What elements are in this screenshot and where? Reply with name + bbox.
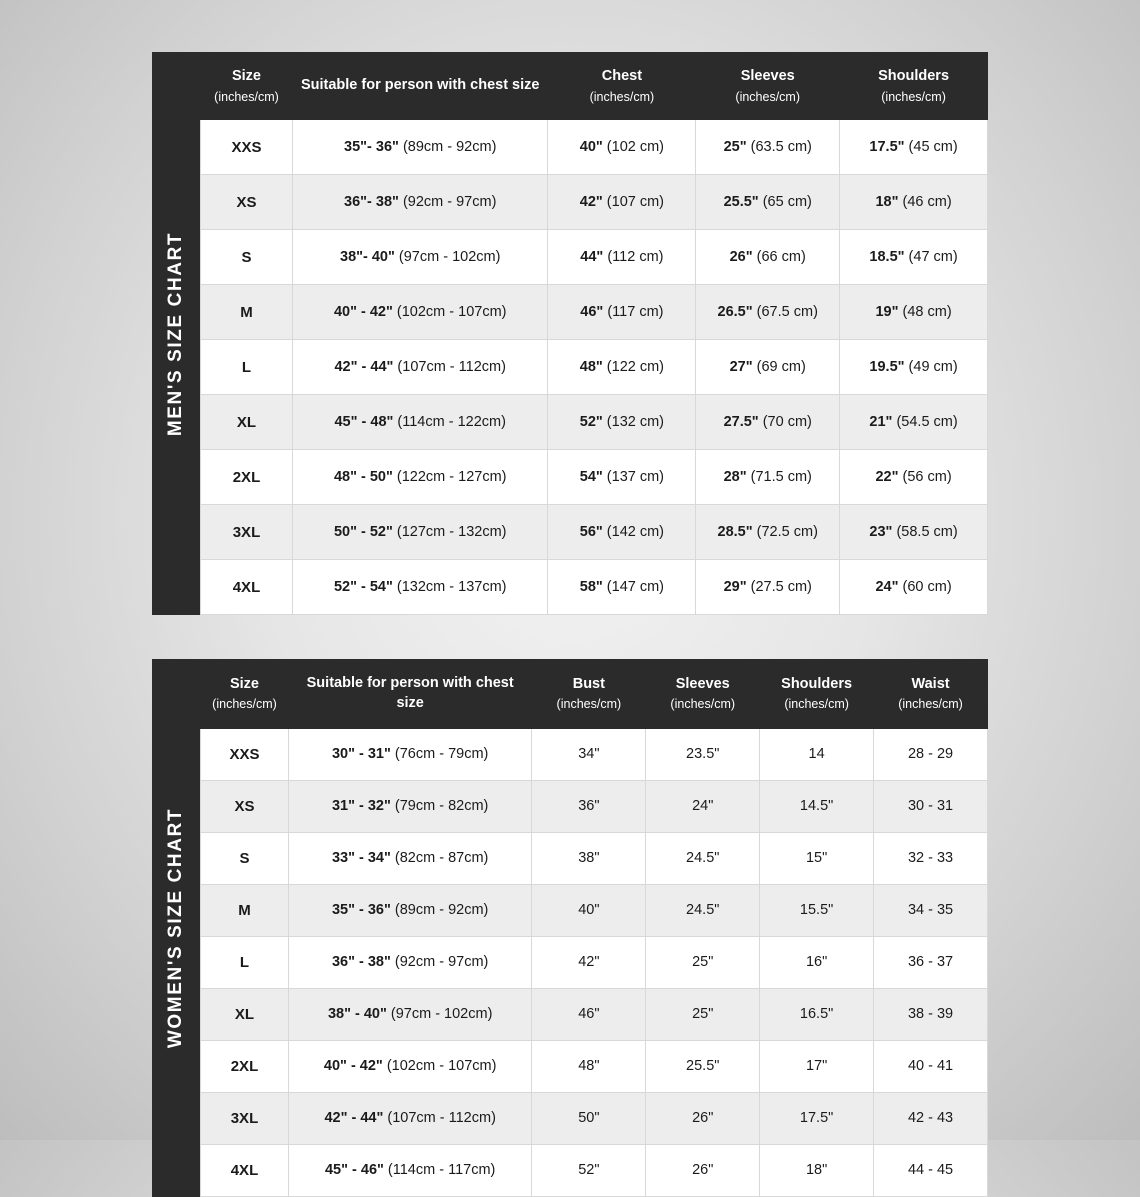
- row-sleeves: 27.5" (70 cm): [696, 395, 840, 450]
- row-sleeves: 25": [646, 988, 760, 1040]
- row-bust: 46": [532, 988, 646, 1040]
- table-row: [201, 175, 988, 230]
- row-sleeves: 26": [646, 1144, 760, 1196]
- row-bust: 36": [532, 780, 646, 832]
- row-shoulders: 17.5": [760, 1092, 874, 1144]
- row-size: 4XL: [201, 560, 293, 615]
- row-suitable: 35" - 36" (89cm - 92cm): [288, 884, 531, 936]
- row-suitable: 35"- 36" (89cm - 92cm): [292, 120, 548, 175]
- row-shoulders: 23" (58.5 cm): [840, 505, 988, 560]
- row-suitable: 33" - 34" (82cm - 87cm): [288, 832, 531, 884]
- womens-col-suitable-label: Suitable for person with chest size: [306, 675, 514, 711]
- row-size: L: [201, 936, 289, 988]
- womens-col-size-unit: (inches/cm): [212, 697, 277, 712]
- womens-col-shoulders-unit: (inches/cm): [784, 697, 849, 712]
- mens-table-head: [201, 53, 988, 120]
- row-size: XL: [201, 988, 289, 1040]
- womens-col-sleeves: [646, 660, 760, 728]
- row-sleeves: 25": [646, 936, 760, 988]
- row-size: 3XL: [201, 1092, 289, 1144]
- row-waist: 36 - 37: [874, 936, 988, 988]
- row-suitable: 36" - 38" (92cm - 97cm): [288, 936, 531, 988]
- row-size: XS: [201, 780, 289, 832]
- row-sleeves: 27" (69 cm): [696, 340, 840, 395]
- womens-size-chart-block: [152, 659, 988, 1196]
- table-row: [201, 340, 988, 395]
- row-chest: 56" (142 cm): [548, 505, 696, 560]
- row-sleeves: 23.5": [646, 728, 760, 780]
- mens-col-suitable: [292, 53, 548, 120]
- row-shoulders: 14.5": [760, 780, 874, 832]
- womens-col-waist: [874, 660, 988, 728]
- row-suitable: 38"- 40" (97cm - 102cm): [292, 230, 548, 285]
- womens-col-shoulders-label: Shoulders: [781, 675, 853, 692]
- mens-col-size: [201, 53, 293, 120]
- row-suitable: 45" - 46" (114cm - 117cm): [288, 1144, 531, 1196]
- row-waist: 44 - 45: [874, 1144, 988, 1196]
- row-waist: 42 - 43: [874, 1092, 988, 1144]
- row-size: XXS: [201, 120, 293, 175]
- row-chest: 58" (147 cm): [548, 560, 696, 615]
- row-waist: 30 - 31: [874, 780, 988, 832]
- row-size: XXS: [201, 728, 289, 780]
- row-chest: 46" (117 cm): [548, 285, 696, 340]
- womens-col-shoulders: [760, 660, 874, 728]
- womens-table-head: [201, 660, 988, 728]
- row-shoulders: 18": [760, 1144, 874, 1196]
- row-sleeves: 26.5" (67.5 cm): [696, 285, 840, 340]
- row-shoulders: 19.5" (49 cm): [840, 340, 988, 395]
- row-shoulders: 16": [760, 936, 874, 988]
- row-size: S: [201, 230, 293, 285]
- womens-table-body: [201, 728, 988, 1196]
- row-suitable: 42" - 44" (107cm - 112cm): [288, 1092, 531, 1144]
- table-row: [201, 728, 988, 780]
- row-sleeves: 25.5": [646, 1040, 760, 1092]
- row-bust: 52": [532, 1144, 646, 1196]
- table-row: [201, 285, 988, 340]
- mens-col-size-label: Size: [231, 68, 261, 84]
- mens-chart-title: MEN'S SIZE CHART: [165, 231, 186, 436]
- row-shoulders: 14: [760, 728, 874, 780]
- row-shoulders: 24" (60 cm): [840, 560, 988, 615]
- table-row: [201, 1092, 988, 1144]
- row-sleeves: 26" (66 cm): [696, 230, 840, 285]
- row-waist: 32 - 33: [874, 832, 988, 884]
- womens-col-bust-unit: (inches/cm): [556, 697, 622, 712]
- row-chest: 48" (122 cm): [548, 340, 696, 395]
- row-shoulders: 19" (48 cm): [840, 285, 988, 340]
- table-row: [201, 832, 988, 884]
- table-row: [201, 395, 988, 450]
- row-shoulders: 22" (56 cm): [840, 450, 988, 505]
- womens-chart-title: WOMEN'S SIZE CHART: [165, 807, 186, 1049]
- row-shoulders: 17": [760, 1040, 874, 1092]
- table-row: [201, 450, 988, 505]
- row-size: 3XL: [201, 505, 293, 560]
- mens-col-shoulders-unit: (inches/cm): [881, 89, 946, 104]
- womens-col-sleeves-label: Sleeves: [675, 675, 730, 692]
- row-waist: 40 - 41: [874, 1040, 988, 1092]
- row-sleeves: 24.5": [646, 884, 760, 936]
- row-chest: 54" (137 cm): [548, 450, 696, 505]
- row-shoulders: 15.5": [760, 884, 874, 936]
- row-chest: 40" (102 cm): [548, 120, 696, 175]
- row-suitable: 45" - 48" (114cm - 122cm): [292, 395, 548, 450]
- row-suitable: 31" - 32" (79cm - 82cm): [288, 780, 531, 832]
- row-bust: 48": [532, 1040, 646, 1092]
- row-size: 4XL: [201, 1144, 289, 1196]
- row-shoulders: 16.5": [760, 988, 874, 1040]
- womens-chart-side-label: [152, 659, 200, 1196]
- row-sleeves: 25.5" (65 cm): [696, 175, 840, 230]
- row-size: XL: [201, 395, 293, 450]
- womens-col-size: [201, 660, 289, 728]
- mens-col-shoulders-label: Shoulders: [878, 68, 950, 84]
- row-sleeves: 25" (63.5 cm): [696, 120, 840, 175]
- mens-col-chest-label: Chest: [601, 68, 643, 84]
- row-suitable: 36"- 38" (92cm - 97cm): [292, 175, 548, 230]
- table-row: [201, 560, 988, 615]
- row-sleeves: 29" (27.5 cm): [696, 560, 840, 615]
- mens-col-chest: [548, 53, 696, 120]
- row-suitable: 40" - 42" (102cm - 107cm): [288, 1040, 531, 1092]
- row-waist: 38 - 39: [874, 988, 988, 1040]
- table-row: [201, 230, 988, 285]
- mens-col-suitable-label: Suitable for person with chest size: [300, 77, 540, 94]
- womens-col-suitable: [288, 660, 531, 728]
- row-size: 2XL: [201, 450, 293, 505]
- row-chest: 52" (132 cm): [548, 395, 696, 450]
- mens-chart-side-label: [152, 52, 200, 615]
- table-row: [201, 1040, 988, 1092]
- row-sleeves: 24": [646, 780, 760, 832]
- table-row: [201, 120, 988, 175]
- mens-size-table: [200, 52, 988, 615]
- row-suitable: 40" - 42" (102cm - 107cm): [292, 285, 548, 340]
- row-size: M: [201, 285, 293, 340]
- table-row: [201, 780, 988, 832]
- row-sleeves: 26": [646, 1092, 760, 1144]
- womens-col-sleeves-unit: (inches/cm): [670, 697, 736, 712]
- mens-col-chest-unit: (inches/cm): [589, 89, 655, 104]
- table-row: [201, 936, 988, 988]
- row-bust: 50": [532, 1092, 646, 1144]
- table-row: [201, 1144, 988, 1196]
- mens-col-sleeves-unit: (inches/cm): [735, 89, 800, 104]
- row-shoulders: 18.5" (47 cm): [840, 230, 988, 285]
- row-size: M: [201, 884, 289, 936]
- womens-col-bust: [532, 660, 646, 728]
- row-bust: 40": [532, 884, 646, 936]
- row-bust: 38": [532, 832, 646, 884]
- row-waist: 34 - 35: [874, 884, 988, 936]
- womens-col-size-label: Size: [229, 675, 259, 692]
- row-suitable: 48" - 50" (122cm - 127cm): [292, 450, 548, 505]
- womens-col-waist-label: Waist: [911, 675, 950, 692]
- mens-col-sleeves-label: Sleeves: [740, 68, 795, 84]
- womens-col-waist-unit: (inches/cm): [898, 697, 963, 712]
- row-chest: 42" (107 cm): [548, 175, 696, 230]
- row-size: L: [201, 340, 293, 395]
- row-size: 2XL: [201, 1040, 289, 1092]
- table-row: [201, 988, 988, 1040]
- row-suitable: 38" - 40" (97cm - 102cm): [288, 988, 531, 1040]
- womens-col-bust-label: Bust: [572, 675, 605, 692]
- mens-header-row: [201, 53, 988, 120]
- womens-size-table: [200, 659, 988, 1196]
- row-waist: 28 - 29: [874, 728, 988, 780]
- row-shoulders: 15": [760, 832, 874, 884]
- row-sleeves: 28.5" (72.5 cm): [696, 505, 840, 560]
- row-size: S: [201, 832, 289, 884]
- row-shoulders: 18" (46 cm): [840, 175, 988, 230]
- row-sleeves: 28" (71.5 cm): [696, 450, 840, 505]
- row-shoulders: 21" (54.5 cm): [840, 395, 988, 450]
- row-shoulders: 17.5" (45 cm): [840, 120, 988, 175]
- mens-col-sleeves: [696, 53, 840, 120]
- mens-size-chart-block: [152, 52, 988, 615]
- row-suitable: 50" - 52" (127cm - 132cm): [292, 505, 548, 560]
- mens-col-shoulders: [840, 53, 988, 120]
- row-bust: 34": [532, 728, 646, 780]
- row-suitable: 42" - 44" (107cm - 112cm): [292, 340, 548, 395]
- row-suitable: 30" - 31" (76cm - 79cm): [288, 728, 531, 780]
- womens-header-row: [201, 660, 988, 728]
- table-row: [201, 505, 988, 560]
- row-chest: 44" (112 cm): [548, 230, 696, 285]
- mens-col-size-unit: (inches/cm): [214, 89, 279, 104]
- row-suitable: 52" - 54" (132cm - 137cm): [292, 560, 548, 615]
- row-bust: 42": [532, 936, 646, 988]
- row-size: XS: [201, 175, 293, 230]
- row-sleeves: 24.5": [646, 832, 760, 884]
- mens-table-body: [201, 120, 988, 615]
- table-row: [201, 884, 988, 936]
